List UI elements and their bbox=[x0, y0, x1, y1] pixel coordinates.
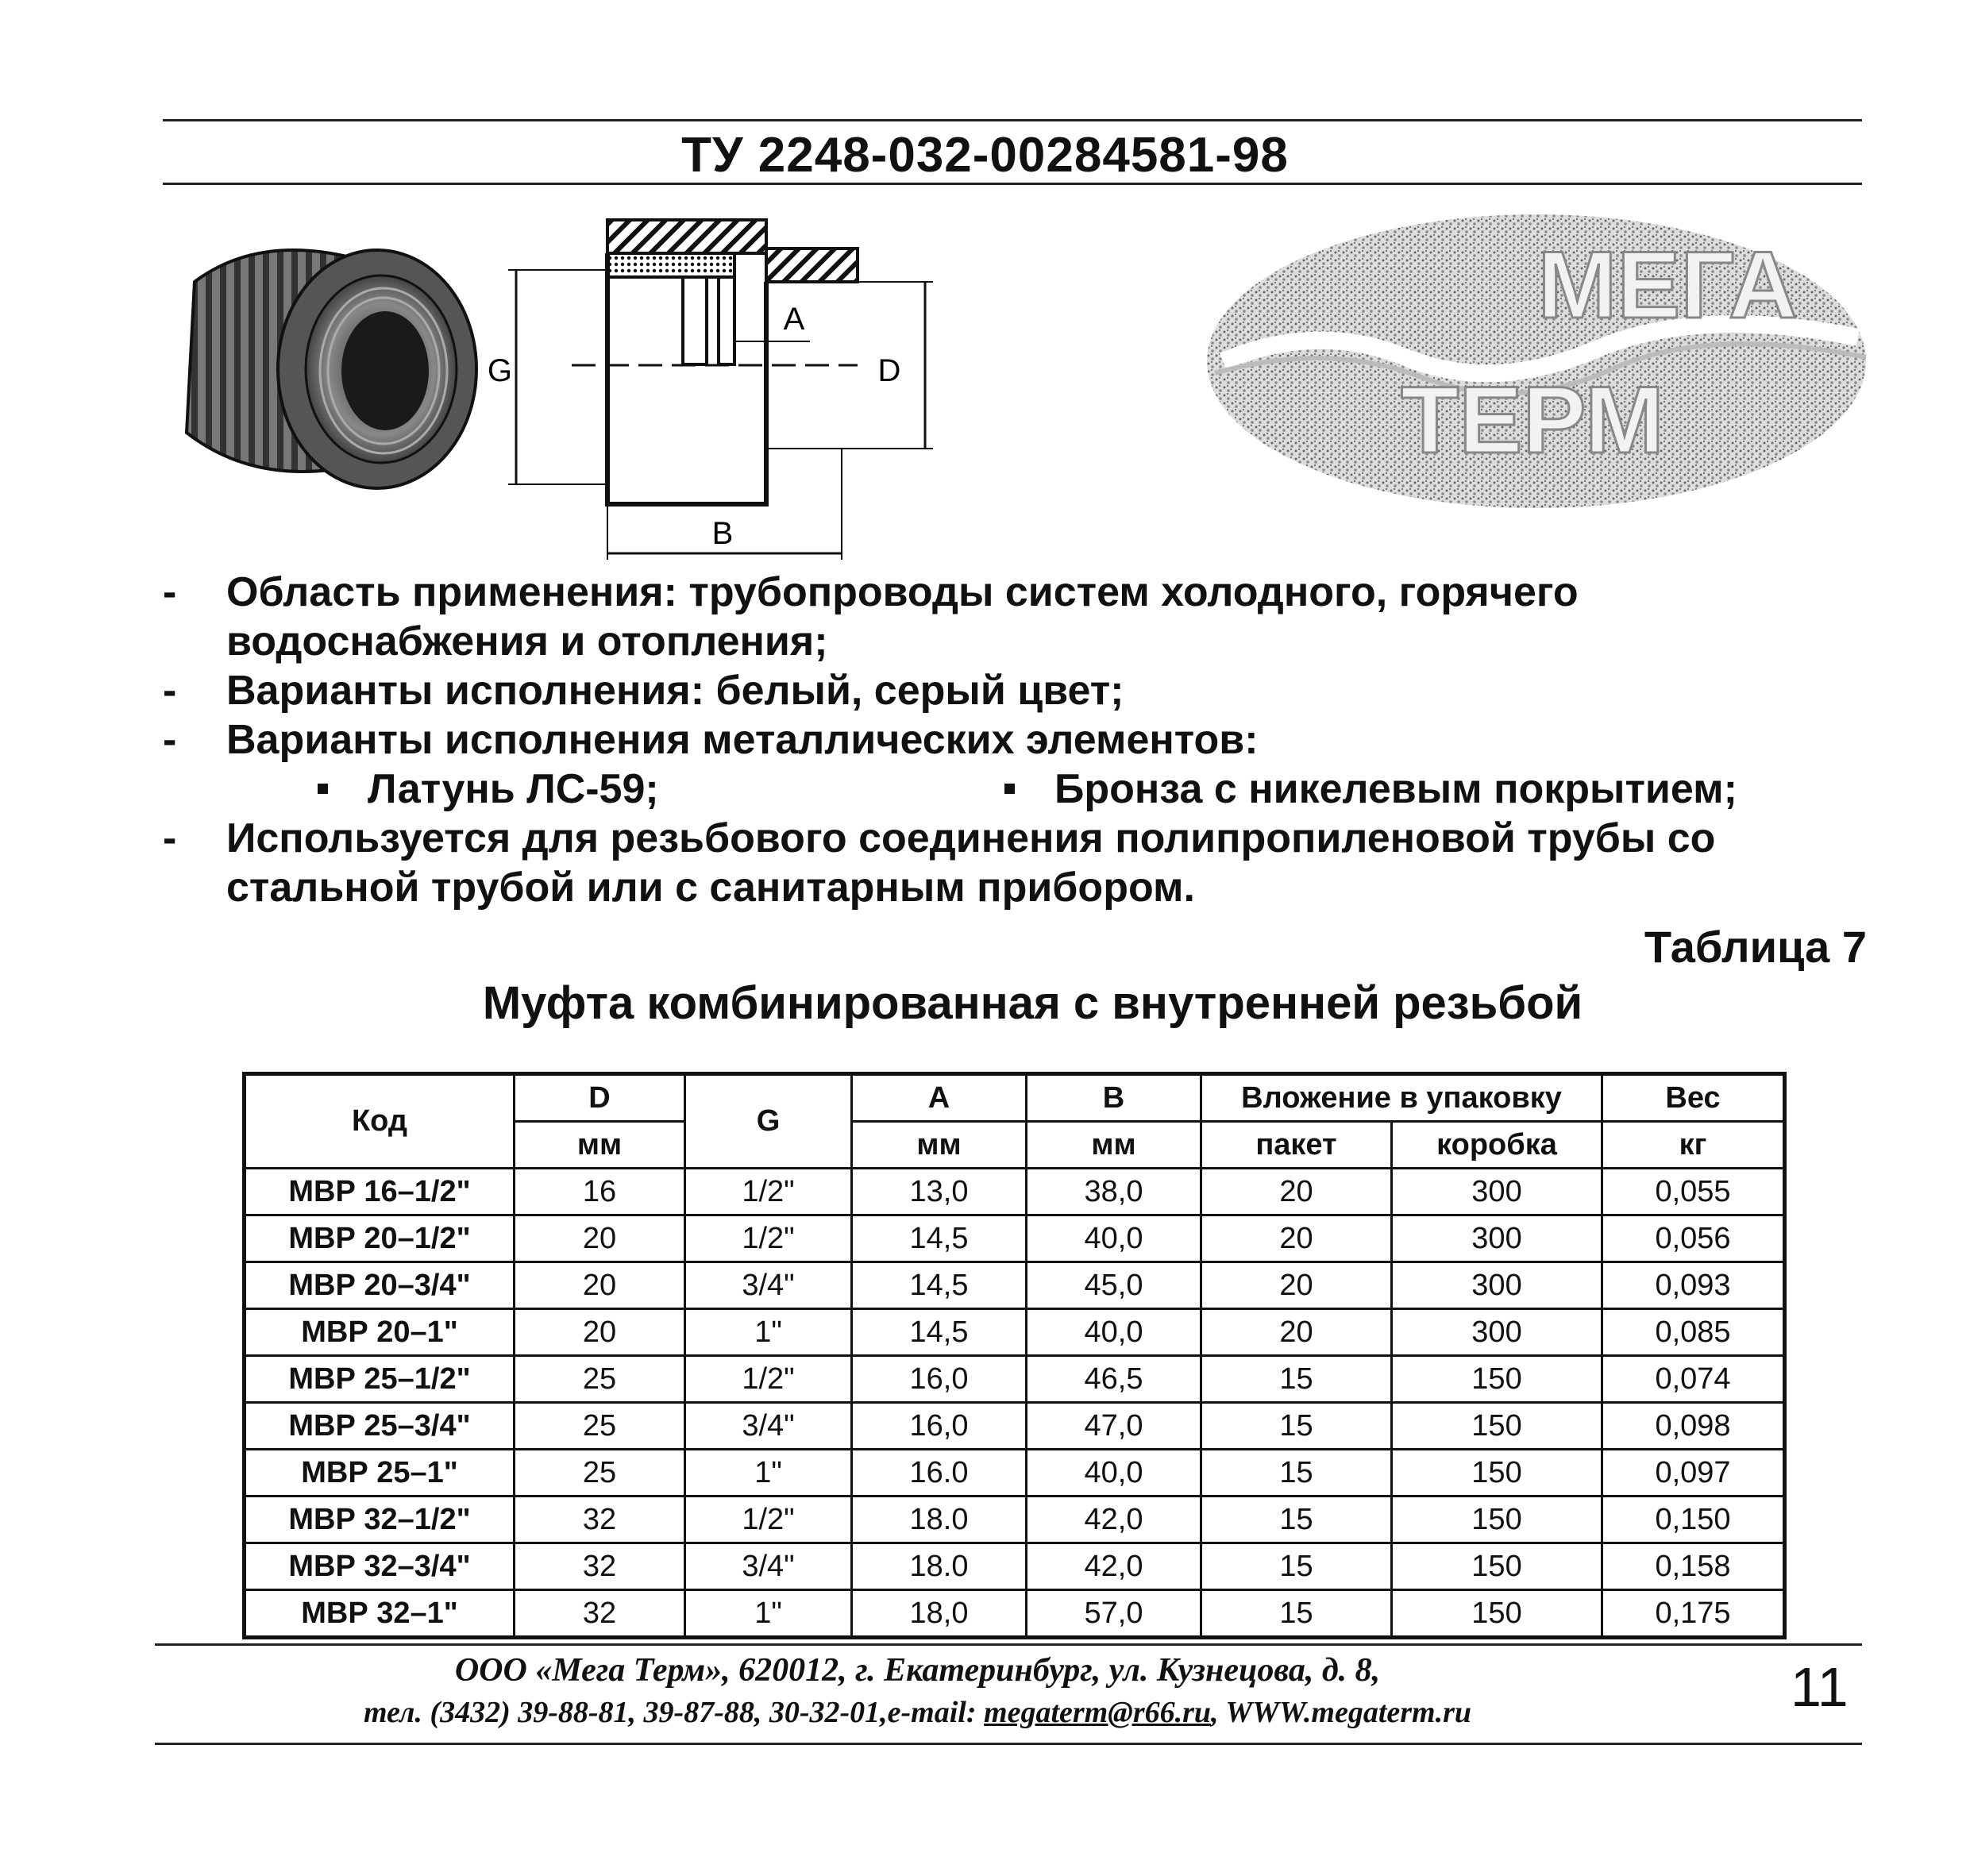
table-cell: МВР 20–3/4" bbox=[245, 1262, 515, 1309]
table-cell: МВР 25–1" bbox=[245, 1450, 515, 1497]
table-row bbox=[245, 1590, 1785, 1638]
table-cell: 46,5 bbox=[1027, 1356, 1201, 1403]
table-cell: 0,055 bbox=[1602, 1169, 1785, 1215]
table-cell: 32 bbox=[515, 1590, 685, 1638]
header-g: G bbox=[685, 1074, 852, 1169]
footer-address: ООО «Мега Терм», 620012, г. Екатеринбург, ул. Кузнецова, д. 8, bbox=[454, 1652, 1381, 1689]
label-a: A bbox=[783, 302, 805, 337]
label-b: B bbox=[711, 516, 734, 551]
table-cell: 32 bbox=[515, 1543, 685, 1590]
header-code: Код bbox=[245, 1074, 515, 1169]
megaterm-logo bbox=[1199, 202, 1874, 520]
unit-a: мм bbox=[852, 1122, 1027, 1169]
fitting-photo bbox=[163, 226, 480, 496]
label-d: D bbox=[877, 353, 901, 388]
table-cell: 1" bbox=[685, 1309, 852, 1356]
header-a: A bbox=[852, 1074, 1027, 1122]
table-cell: МВР 16–1/2" bbox=[245, 1169, 515, 1215]
table-cell: 0,056 bbox=[1602, 1215, 1785, 1262]
sub-item: Бронза с никелевым покрытием; bbox=[1004, 765, 1737, 814]
features-list bbox=[155, 568, 1886, 912]
sub-item: Латунь ЛС-59; bbox=[318, 765, 659, 814]
table-cell: 300 bbox=[1392, 1262, 1602, 1309]
table-cell: 3/4" bbox=[685, 1262, 852, 1309]
table-cell: 18,0 bbox=[852, 1590, 1027, 1638]
table-cell: 300 bbox=[1392, 1215, 1602, 1262]
unit-kg: кг bbox=[1602, 1122, 1785, 1169]
sub-list bbox=[155, 765, 1886, 814]
table-cell: 15 bbox=[1201, 1497, 1392, 1543]
table-cell: 150 bbox=[1392, 1450, 1602, 1497]
table-cell: 3/4" bbox=[685, 1403, 852, 1450]
table-cell: 18.0 bbox=[852, 1497, 1027, 1543]
table-cell: 20 bbox=[515, 1309, 685, 1356]
square-bullet-icon bbox=[318, 784, 328, 794]
logo-line2: ТЕРМ bbox=[1401, 367, 1664, 473]
table-cell: МВР 32–1/2" bbox=[245, 1497, 515, 1543]
table-cell: 38,0 bbox=[1027, 1169, 1201, 1215]
footer-rule-top bbox=[155, 1643, 1862, 1646]
table-row bbox=[245, 1169, 1785, 1215]
header-b: B bbox=[1027, 1074, 1201, 1122]
unit-b: мм bbox=[1027, 1122, 1201, 1169]
table-row bbox=[245, 1543, 1785, 1590]
table-row bbox=[245, 1262, 1785, 1309]
table-cell: 15 bbox=[1201, 1403, 1392, 1450]
spec-table bbox=[242, 1072, 1787, 1639]
header-weight: Вес bbox=[1602, 1074, 1785, 1122]
table-cell: 40,0 bbox=[1027, 1215, 1201, 1262]
table-cell: 3/4" bbox=[685, 1543, 852, 1590]
table-cell: 300 bbox=[1392, 1309, 1602, 1356]
table-cell: 18.0 bbox=[852, 1543, 1027, 1590]
label-g: G bbox=[487, 353, 512, 388]
list-item: - Используется для резьбового соединения полипропиленовой трубы со стальной трубой или с санитарным прибором. bbox=[163, 815, 1716, 911]
table-row bbox=[245, 1403, 1785, 1450]
table-cell: 16 bbox=[515, 1169, 685, 1215]
table-cell: 15 bbox=[1201, 1543, 1392, 1590]
table-cell: 0,097 bbox=[1602, 1450, 1785, 1497]
page-number: 11 bbox=[1791, 1656, 1849, 1718]
table-cell: 25 bbox=[515, 1450, 685, 1497]
table-cell: 150 bbox=[1392, 1356, 1602, 1403]
table-cell: 0,085 bbox=[1602, 1309, 1785, 1356]
table-row bbox=[245, 1497, 1785, 1543]
table-cell: 45,0 bbox=[1027, 1262, 1201, 1309]
top-rule bbox=[163, 119, 1862, 121]
table-cell: 0,150 bbox=[1602, 1497, 1785, 1543]
table-cell: 0,074 bbox=[1602, 1356, 1785, 1403]
table-cell: 1" bbox=[685, 1590, 852, 1638]
document-code: ТУ 2248-032-00284581-98 bbox=[681, 128, 1289, 183]
table-row bbox=[245, 1215, 1785, 1262]
table-cell: 40,0 bbox=[1027, 1450, 1201, 1497]
square-bullet-icon bbox=[1004, 784, 1015, 794]
table-cell: МВР 20–1" bbox=[245, 1309, 515, 1356]
logo-line1: МЕГА bbox=[1537, 232, 1798, 338]
table-cell: 1/2" bbox=[685, 1497, 852, 1543]
table-cell: 1" bbox=[685, 1450, 852, 1497]
table-cell: МВР 32–3/4" bbox=[245, 1543, 515, 1590]
table-cell: 16,0 bbox=[852, 1356, 1027, 1403]
table-cell: 14,5 bbox=[852, 1309, 1027, 1356]
table-cell: 150 bbox=[1392, 1403, 1602, 1450]
table-cell: 0,175 bbox=[1602, 1590, 1785, 1638]
table-cell: 150 bbox=[1392, 1590, 1602, 1638]
table-row bbox=[245, 1450, 1785, 1497]
table-cell: МВР 25–3/4" bbox=[245, 1403, 515, 1450]
table-cell: 15 bbox=[1201, 1590, 1392, 1638]
footer-contacts: тел. (3432) 39-88-81, 39-87-88, 30-32-01,e-mail: megaterm@r66.ru, WWW.megaterm.ru bbox=[363, 1696, 1472, 1729]
unit-box: коробка bbox=[1392, 1122, 1602, 1169]
table-cell: 20 bbox=[1201, 1262, 1392, 1309]
table-cell: 25 bbox=[515, 1356, 685, 1403]
table-cell: 300 bbox=[1392, 1169, 1602, 1215]
table-cell: 20 bbox=[1201, 1169, 1392, 1215]
table-cell: 32 bbox=[515, 1497, 685, 1543]
table-cell: 0,158 bbox=[1602, 1543, 1785, 1590]
email-link[interactable]: megaterm@r66.ru bbox=[984, 1696, 1212, 1729]
list-item: - Варианты исполнения: белый, серый цвет; bbox=[163, 668, 1124, 714]
header-packaging: Вложение в упаковку bbox=[1201, 1074, 1602, 1122]
table-cell: 47,0 bbox=[1027, 1403, 1201, 1450]
table-cell: 20 bbox=[515, 1215, 685, 1262]
table-cell: 15 bbox=[1201, 1356, 1392, 1403]
unit-packet: пакет bbox=[1201, 1122, 1392, 1169]
table-cell: 20 bbox=[1201, 1215, 1392, 1262]
list-item: - Область применения: трубопроводы систем холодного, горячего водоснабжения и отопления; bbox=[163, 569, 1579, 664]
table-cell: МВР 20–1/2" bbox=[245, 1215, 515, 1262]
table-cell: МВР 25–1/2" bbox=[245, 1356, 515, 1403]
list-item: - Варианты исполнения металлических элементов: bbox=[163, 717, 1259, 763]
table-cell: 1/2" bbox=[685, 1215, 852, 1262]
table-cell: 40,0 bbox=[1027, 1309, 1201, 1356]
footer-rule-bottom bbox=[155, 1743, 1862, 1745]
table-cell: 25 bbox=[515, 1403, 685, 1450]
table-cell: 1/2" bbox=[685, 1356, 852, 1403]
table-cell: 0,093 bbox=[1602, 1262, 1785, 1309]
table-cell: 0,098 bbox=[1602, 1403, 1785, 1450]
table-cell: 13,0 bbox=[852, 1169, 1027, 1215]
table-cell: 14,5 bbox=[852, 1262, 1027, 1309]
table-cell: 57,0 bbox=[1027, 1590, 1201, 1638]
table-number: Таблица 7 bbox=[1644, 922, 1867, 972]
table-cell: 150 bbox=[1392, 1497, 1602, 1543]
table-cell: 20 bbox=[1201, 1309, 1392, 1356]
fitting-drawing bbox=[487, 210, 937, 568]
table-row bbox=[245, 1356, 1785, 1403]
table-row bbox=[245, 1309, 1785, 1356]
table-cell: 14,5 bbox=[852, 1215, 1027, 1262]
unit-d: мм bbox=[515, 1122, 685, 1169]
table-cell: 42,0 bbox=[1027, 1497, 1201, 1543]
table-cell: 16,0 bbox=[852, 1403, 1027, 1450]
table-cell: МВР 32–1" bbox=[245, 1590, 515, 1638]
table-cell: 1/2" bbox=[685, 1169, 852, 1215]
table-cell: 42,0 bbox=[1027, 1543, 1201, 1590]
table-cell: 150 bbox=[1392, 1543, 1602, 1590]
table-cell: 15 bbox=[1201, 1450, 1392, 1497]
table-title: Муфта комбинированная с внутренней резьбой bbox=[482, 977, 1583, 1029]
table-cell: 16.0 bbox=[852, 1450, 1027, 1497]
table-cell: 20 bbox=[515, 1262, 685, 1309]
header-d: D bbox=[515, 1074, 685, 1122]
